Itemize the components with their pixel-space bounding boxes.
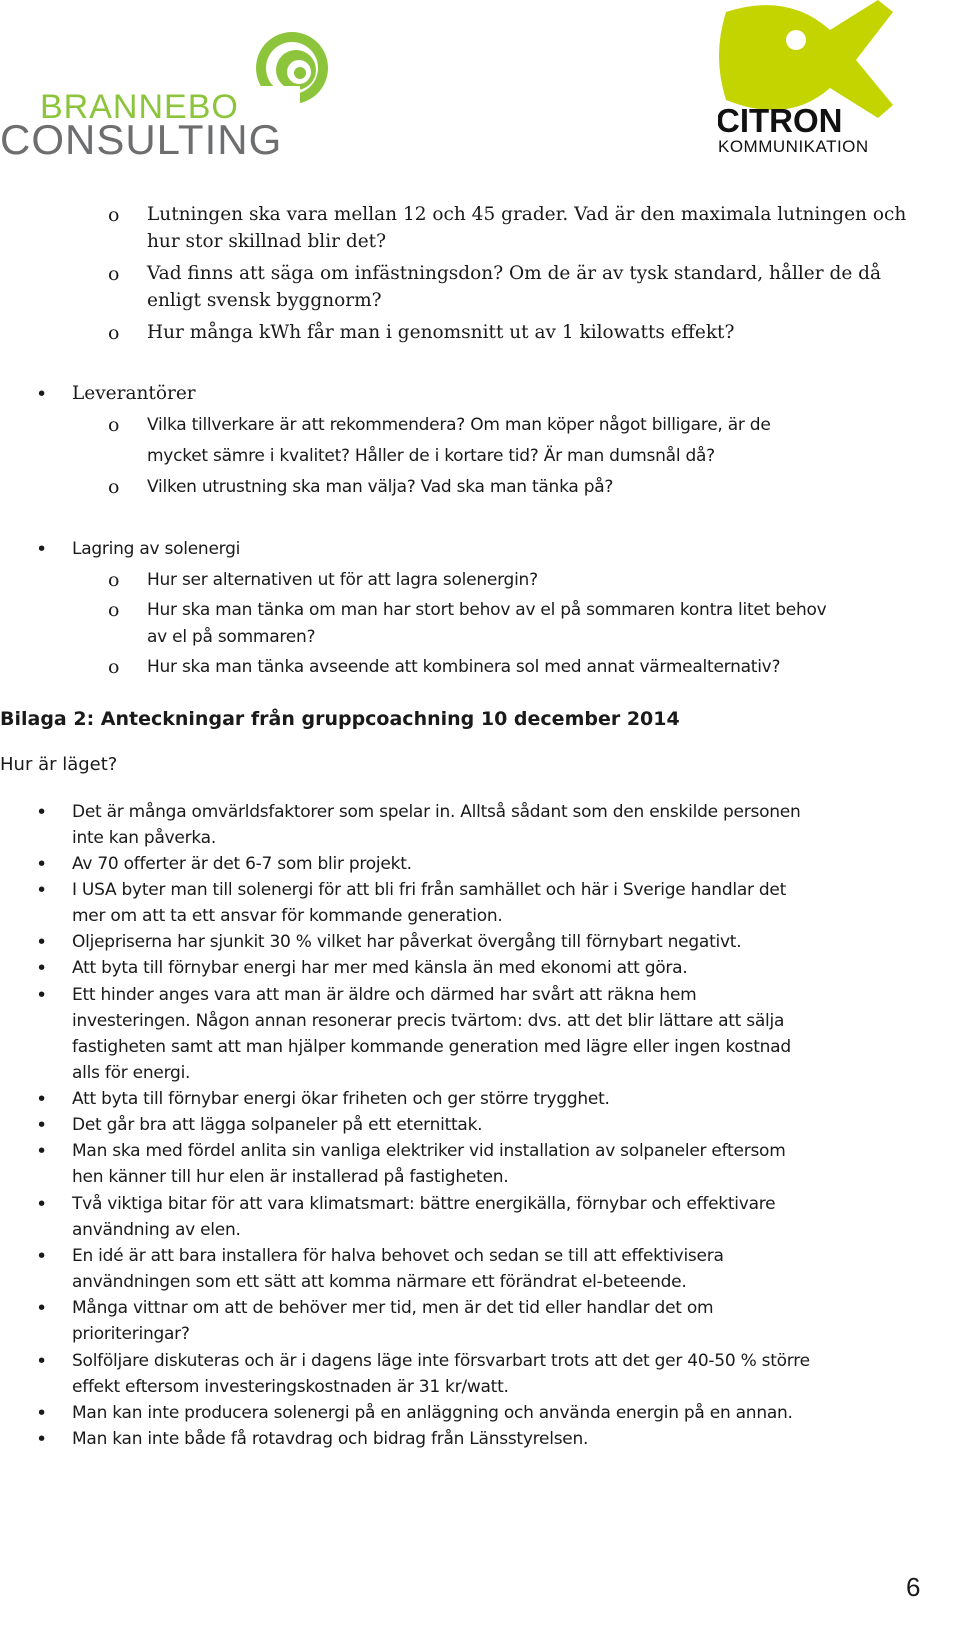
consulting-wordmark: CONSULTING [0, 116, 283, 163]
sub-bullet-marker: o [108, 322, 120, 344]
bullet-marker: • [36, 1140, 48, 1162]
sub-bullet-marker: o [108, 569, 120, 591]
list-item-line: Det går bra att lägga solpaneler på ett eternittak. [72, 1115, 483, 1135]
section-title: Lagring av solenergi [72, 539, 241, 559]
bullet-marker: • [36, 1193, 48, 1215]
section-title: Leverantörer [72, 383, 196, 404]
list-item-line: En idé är att bara installera för halva behovet och sedan se till att effektivisera [72, 1246, 724, 1266]
list-item-line: Man kan inte producera solenergi på en anläggning och använda energin på en annan. [72, 1403, 793, 1423]
bullet-marker: • [36, 1245, 48, 1267]
list-item-line: Oljepriserna har sjunkit 30 % vilket har påverkat övergång till förnybart negativt. [72, 932, 742, 952]
list-item-line: Många vittnar om att de behöver mer tid, men är det tid eller handlar det om [72, 1298, 714, 1318]
list-item-line: Av 70 offerter är det 6-7 som blir projekt. [72, 854, 412, 874]
list-item-line: användningen som ett sätt att komma närmare ett förändrat el-beteende. [72, 1272, 687, 1292]
subheading: Hur är läget? [0, 754, 118, 775]
list-item-line: Vilken utrustning ska man välja? Vad ska man tänka på? [147, 477, 614, 497]
bullet-marker: • [36, 1402, 48, 1424]
list-item-line: Hur ska man tänka avseende att kombinera sol med annat värmealternativ? [147, 657, 781, 677]
list-item-line: investeringen. Någon annan resonerar precis tvärtom: dvs. att det blir lättare att sälja [72, 1011, 785, 1031]
list-item-line: Två viktiga bitar för att vara klimatsmart: bättre energikälla, förnybar och effektivare [72, 1194, 776, 1214]
list-item-line: Lutningen ska vara mellan 12 och 45 grader. Vad är den maximala lutningen och [147, 204, 907, 225]
bullet-marker: • [36, 801, 48, 823]
list-item-line: Man kan inte både få rotavdrag och bidrag från Länsstyrelsen. [72, 1429, 589, 1449]
list-item-line: mycket sämre i kvalitet? Håller de i kortare tid? Är man dumsnål då? [147, 446, 715, 466]
bullet-marker: • [36, 1088, 48, 1110]
bullet-marker: • [36, 383, 48, 405]
list-item-line: effekt eftersom investeringskostnaden är 31 kr/watt. [72, 1377, 509, 1397]
list-item-line: inte kan påverka. [72, 828, 217, 848]
sub-bullet-marker: o [108, 414, 120, 436]
bullet-marker: • [36, 1428, 48, 1450]
list-item-line: Att byta till förnybar energi ökar friheten och ger större trygghet. [72, 1089, 610, 1109]
appendix-heading: Bilaga 2: Anteckningar från gruppcoachning 10 december 2014 [0, 708, 680, 730]
page-number: 6 [906, 1572, 921, 1602]
brannebo-wordmark: BRANNEBO [40, 88, 239, 126]
list-item-line: Man ska med fördel anlita sin vanliga elektriker vid installation av solpaneler eftersom [72, 1141, 786, 1161]
citron-wordmark: CITRON [718, 102, 843, 139]
sub-bullet-marker: o [108, 204, 120, 226]
list-item-line: alls för energi. [72, 1063, 191, 1083]
bullet-marker: • [36, 957, 48, 979]
list-item-line: fastigheten samt att man hjälper kommande generation med lägre eller ingen kostnad [72, 1037, 791, 1057]
list-item-line: Vilka tillverkare är att rekommendera? Om man köper något billigare, är de [147, 415, 771, 435]
list-item-line: mer om att ta ett ansvar för kommande generation. [72, 906, 503, 926]
sub-bullet-marker: o [108, 656, 120, 678]
bullet-marker: • [36, 1350, 48, 1372]
list-item-line: av el på sommaren? [147, 627, 316, 647]
list-item-line: hur stor skillnad blir det? [147, 231, 387, 252]
list-item-line: Ett hinder anges vara att man är äldre och därmed har svårt att räkna hem [72, 985, 697, 1005]
list-item-line: användning av elen. [72, 1220, 241, 1240]
list-item-line: enligt svensk byggnorm? [147, 290, 382, 311]
bullet-marker: • [36, 1114, 48, 1136]
list-item-line: Solföljare diskuteras och är i dagens läge inte försvarbart trots att det ger 40-50 % större [72, 1351, 810, 1371]
list-item-line: Hur ska man tänka om man har stort behov av el på sommaren kontra litet behov [147, 600, 827, 620]
list-item-line: prioriteringar? [72, 1324, 190, 1344]
citron-kommunikation-logo [718, 0, 918, 165]
sub-bullet-marker: o [108, 476, 120, 498]
sub-bullet-marker: o [108, 599, 120, 621]
spiral-icon [256, 32, 328, 110]
list-item-line: Att byta till förnybar energi har mer med känsla än med ekonomi att göra. [72, 958, 688, 978]
bullet-marker: • [36, 931, 48, 953]
sub-bullet-marker: o [108, 263, 120, 285]
kommunikation-wordmark: KOMMUNIKATION [718, 137, 869, 156]
bullet-marker: • [36, 538, 48, 560]
list-item-line: Det är många omvärldsfaktorer som spelar in. Alltså sådant som den enskilde personen [72, 802, 801, 822]
fish-icon [719, 0, 893, 118]
bullet-marker: • [36, 853, 48, 875]
bullet-marker: • [36, 879, 48, 901]
brannebo-consulting-logo [0, 30, 350, 180]
list-item-line: Hur många kWh får man i genomsnitt ut av 1 kilowatts effekt? [147, 322, 735, 343]
bullet-marker: • [36, 984, 48, 1006]
bullet-marker: • [36, 1297, 48, 1319]
list-item-line: hen känner till hur elen är installerad på fastigheten. [72, 1167, 509, 1187]
list-item-line: Vad finns att säga om infästningsdon? Om de är av tysk standard, håller de då [147, 263, 882, 284]
list-item-line: Hur ser alternativen ut för att lagra solenergin? [147, 570, 538, 590]
list-item-line: I USA byter man till solenergi för att bli fri från samhället och här i Sverige handlar det [72, 880, 787, 900]
